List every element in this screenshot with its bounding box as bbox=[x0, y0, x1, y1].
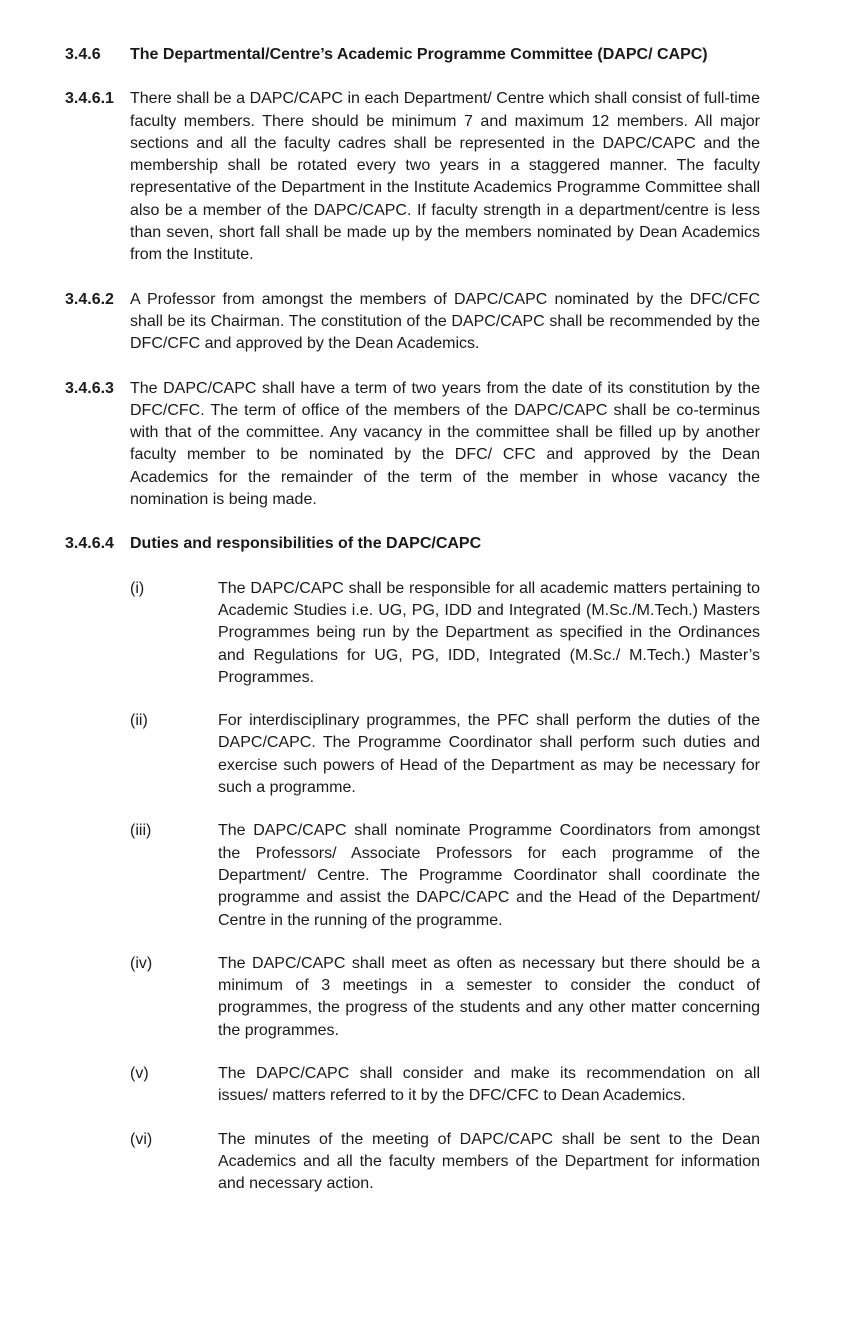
clause-number: 3.4.6.1 bbox=[65, 90, 114, 108]
list-item-label: (iii) bbox=[130, 822, 152, 840]
list-item-text: The DAPC/CAPC shall nominate Programme Coordinators from amongst the Professors/ Associate Professors for each programme of the Department/ Centre. The Programme Coordinator shall coordinate the programme and assist the DAPC/CAPC and the Head of the Department/ Centre in the running of the programme. bbox=[218, 822, 760, 929]
clause-text: There shall be a DAPC/CAPC in each Department/ Centre which shall consist of full-time faculty members. There should be minimum 7 and maximum 12 members. All major sections and all the faculty cadres shall be represented in the DAPC/CAPC and the membership shall be rotated every two years in a staggered manner. The faculty representative of the Department in the Institute Academics Programme Committee shall also be a member of the DAPC/CAPC. If faculty strength in a department/centre is less than seven, short fall shall be made up by the members nominated by Dean Academics from the Institute. bbox=[130, 90, 760, 264]
clause bbox=[65, 88, 760, 266]
list-item-text: The DAPC/CAPC shall be responsible for all academic matters pertaining to Academic Studies i.e. UG, PG, IDD and Integrated (M.Sc./M.Tech.) Masters Programmes being run by the Department as specified in the Ordinances and Regulations for UG, PG, IDD, Integrated (M.Sc./ M.Tech.) Master’s Programmes. bbox=[218, 579, 760, 686]
clause-number: 3.4.6.3 bbox=[65, 379, 114, 397]
list-item-text: The minutes of the meeting of DAPC/CAPC shall be sent to the Dean Academics and all the faculty members of the Department for information and necessary action. bbox=[218, 1130, 760, 1193]
list-item-text: For interdisciplinary programmes, the PFC shall perform the duties of the DAPC/CAPC. The Programme Coordinator shall perform such duties and exercise such powers of Head of the Department as may be necessary for such a programme. bbox=[218, 712, 760, 797]
subsection-heading-number: 3.4.6.4 bbox=[65, 535, 114, 553]
list-item-label: (vi) bbox=[130, 1130, 153, 1148]
clause-text: The DAPC/CAPC shall have a term of two years from the date of its constitution by the DFC/CFC. The term of office of the members of the DAPC/CAPC shall be co-terminus with that of the committee. Any vacancy in the committee shall be filled up by another faculty member to be nominated by the DFC/ CFC and approved by the Dean Academics for the remainder of the term of the member in whose vacancy the nomination is being made. bbox=[130, 379, 760, 509]
section-heading bbox=[65, 44, 760, 66]
list-item-label: (iv) bbox=[130, 954, 153, 972]
clause-number: 3.4.6.2 bbox=[65, 290, 114, 308]
clause bbox=[65, 289, 760, 356]
list-item bbox=[130, 1129, 760, 1196]
section-heading-title: The Departmental/Centre’s Academic Programme Committee (DAPC/ CAPC) bbox=[130, 46, 708, 63]
list-item bbox=[130, 1063, 760, 1108]
section-heading-number: 3.4.6 bbox=[65, 46, 101, 63]
list-item bbox=[130, 953, 760, 1042]
list-item-text: The DAPC/CAPC shall meet as often as necessary but there should be a minimum of 3 meetings in a semester to consider the conduct of programmes, the progress of the students and any other matter concerning the programmes. bbox=[218, 954, 760, 1039]
list-item bbox=[130, 578, 760, 689]
list-item-label: (ii) bbox=[130, 712, 148, 730]
list-item bbox=[130, 820, 760, 931]
list-item-text: The DAPC/CAPC shall consider and make its recommendation on all issues/ matters referred to it by the DFC/CFC to Dean Academics. bbox=[218, 1064, 760, 1105]
clause bbox=[65, 378, 760, 512]
clause-text: A Professor from amongst the members of DAPC/CAPC nominated by the DFC/CFC shall be its Chairman. The constitution of the DAPC/CAPC shall be recommended by the DFC/CFC and approved by the Dean Academics. bbox=[130, 290, 760, 353]
list-item-label: (v) bbox=[130, 1064, 149, 1082]
subsection-heading-title: Duties and responsibilities of the DAPC/CAPC bbox=[130, 535, 482, 553]
subsection-heading bbox=[65, 533, 760, 555]
list-item bbox=[130, 710, 760, 799]
list-item-label: (i) bbox=[130, 579, 145, 597]
duties-list bbox=[130, 578, 760, 1196]
